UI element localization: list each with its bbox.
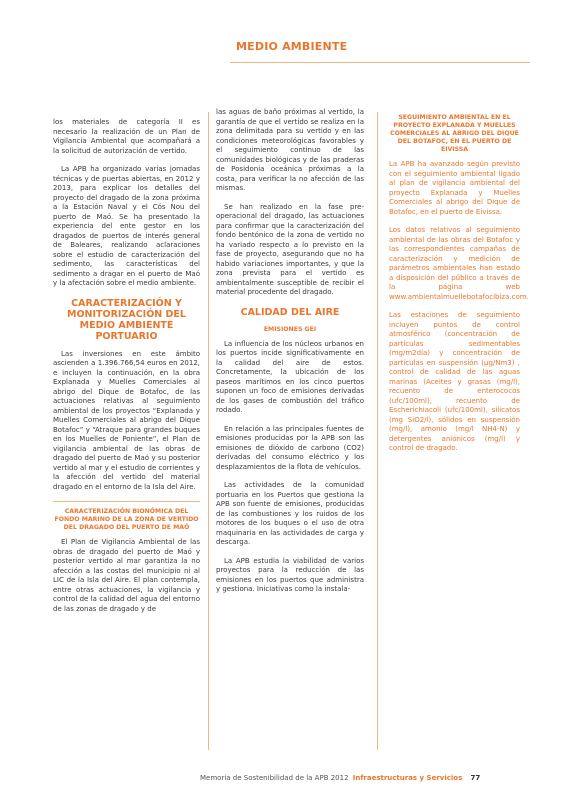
paragraph: Las inversiones en este ámbito ascienden a 1.396.766,54 euros en 2012, e incluyen la continuación, en la obra Explanada y Muelles Comerciales al abrigo del Dique de Botafoc, de las actuaciones relativas al seguimiento ambiental de los proyectos “Explanada y Muelles Comerciales al abrigo del Dique Botafoc” y “Atraque para grandes buques en los Muelles de Poniente”, el Plan de vigilancia ambiental de las obras de dragado del puerto de Maó y su posterior vertido al mar y el estudio de corrientes y la afección del vertido del material dragado en el entorno de la Isla del Aire. <box>53 349 201 491</box>
column-divider <box>208 112 209 750</box>
paragraph: las aguas de baño próximas al vertido, la garantía de que el vertido se realiza en la zona delimitada para su vertido y en las condiciones meteorológicas favorables y el seguimiento continuo de las comunidades biológicas y de las praderas de Posidonia oceánica próximas a la costa, para verificar la no afección de las mismas. <box>216 108 364 192</box>
header-rule <box>230 62 530 63</box>
paragraph: Las actividades de la comunidad portuaria en los Puertos que gestiona la APB son fuente de emisiones, producidas de las combustiones y los ruidos de los motores de los buques o el uso de otra maquinaria en las actividades de carga y descarga. <box>216 481 364 546</box>
subsection-heading: CARACTERIZACIÓN BIONÓMICA DEL FONDO MARINO DE LA ZONA DE VERTIDO DEL DRAGADO DEL PUERTO DE MAÓ <box>54 508 199 531</box>
footer-chapter: Infraestructuras y Servicios <box>352 774 463 782</box>
paragraph: Se han realizado en la fase pre-operacional del dragado, las actuaciones para confirmar que la caracterización del fondo bentónico de la zona de vertido no ha variado respecto a lo previsto en la fase de proyecto, asegurando que no ha habido variaciones importantes, y que la zona prevista para el vertido es ambientalmente susceptible de recibir el material procedente del dragado. <box>216 202 364 296</box>
paragraph: La influencia de los núcleos urbanos en los puertos incide significativamente en la calidad del aire de estos. Concretamente, la ubicación de los paseos marítimos en los cinco puertos suponen un foco de emisiones derivadas de los gases de combustión del tráfico rodado. <box>216 339 364 414</box>
paragraph: Las estaciones de seguimiento incluyen puntos de control atmosférico (concentración de partículas sedimentables (mg/m2día) y concentración de partículas en suspensión (µg/Nm3) , control de calidad de las aguas marinas (Aceites y grasas (mg/l), recuento de enterococos (ufc/100ml), recuento de Escherichiacoli (ufc/100ml), silicatos (mg SiO2/l), sólidos en suspensión (mg/l), amonio (mg/l NH4-N) y detergentes aniónicos (mg/l) y control de dragado. <box>389 311 520 452</box>
paragraph: El Plan de Vigilancia Ambiental de las obras de dragado del puerto de Maó y posterior vertido al mar garantiza la no afección a las costas del municipio ni al LIC de la Isla del Aire. El plan contempla, entre otras actuaciones, la vigilancia y control de la calidad del agua del entorno de las zonas de dragado y de <box>53 538 200 613</box>
page-number: 77 <box>470 774 481 782</box>
column-divider <box>377 112 378 750</box>
heading-rule <box>53 501 200 502</box>
paragraph: La APB ha organizado varias jornadas técnicas y de puertas abiertas, en 2012 y 2013, para explicar los detalles del proyecto del dragado de la zona próxima a la Estación Naval y el Cós Nou del puerto de Maó. Se ha presentado la experiencia del ente gestor en los dragados de puertos de interés general de Baleares, realizando aclaraciones sobre el estudio de caracterización del sedimento, las características del sedimento a dragar en el puerto de Maó y la afectación sobre el medio ambiente. <box>53 165 200 287</box>
text-column-1 <box>53 118 200 623</box>
text-column-3 <box>389 114 529 463</box>
paragraph: los materiales de categoría II es necesario la realización de un Plan de Vigilancia Ambiental que acompañará a la solicitud de autorización de vertido. <box>53 118 200 155</box>
paragraph: La APB estudia la viabilidad de varios proyectos para la reducción de las emisiones en los puertos que administra y gestiona. Iniciativas como la instala- <box>216 556 364 593</box>
section-heading: CALIDAD DEL AIRE <box>240 306 340 318</box>
footer-publication: Memoria de Sostenibilidad de la APB 2012 <box>200 774 349 782</box>
paragraph: Los datos relativos al seguimiento ambiental de las obras del Botafoc y las correspondientes campañas de caracterización y medición de parámetros ambientales han estado a disposición del público a través de la página web www.ambientalmuellebotafocibiza.com. <box>389 226 529 301</box>
paragraph: En relación a las principales fuentes de emisiones producidas por la APB son las emisiones de dióxido de carbono (CO2) derivadas del consumo eléctrico y los desplazamientos de la flota de vehículos. <box>216 424 364 471</box>
subsection-heading: SEGUIMIENTO AMBIENTAL EN EL PROYECTO EXPLANADA Y MUELLES COMERCIALES AL ABRIGO DEL DIQUE DEL BOTAFOC, EN EL PUERTO DE EIVISSA <box>390 114 519 153</box>
page-footer <box>200 774 530 782</box>
paragraph: La APB ha avanzado según previsto con el seguimiento ambiental ligado al plan de vigilancia ambiental del proyecto Explanada y Muelles Comerciales al abrigo del Dique de Botafoc, en el puerto de Eivissa. <box>389 160 520 216</box>
section-title: MEDIO AMBIENTE <box>236 40 348 53</box>
section-heading: CARACTERIZACIÓN Y MONITORIZACIÓN DEL MEDIO AMBIENTE PORTUARIO <box>67 297 186 342</box>
text-column-2 <box>216 108 364 604</box>
subsection-heading: EMISIONES GEI <box>263 325 317 333</box>
